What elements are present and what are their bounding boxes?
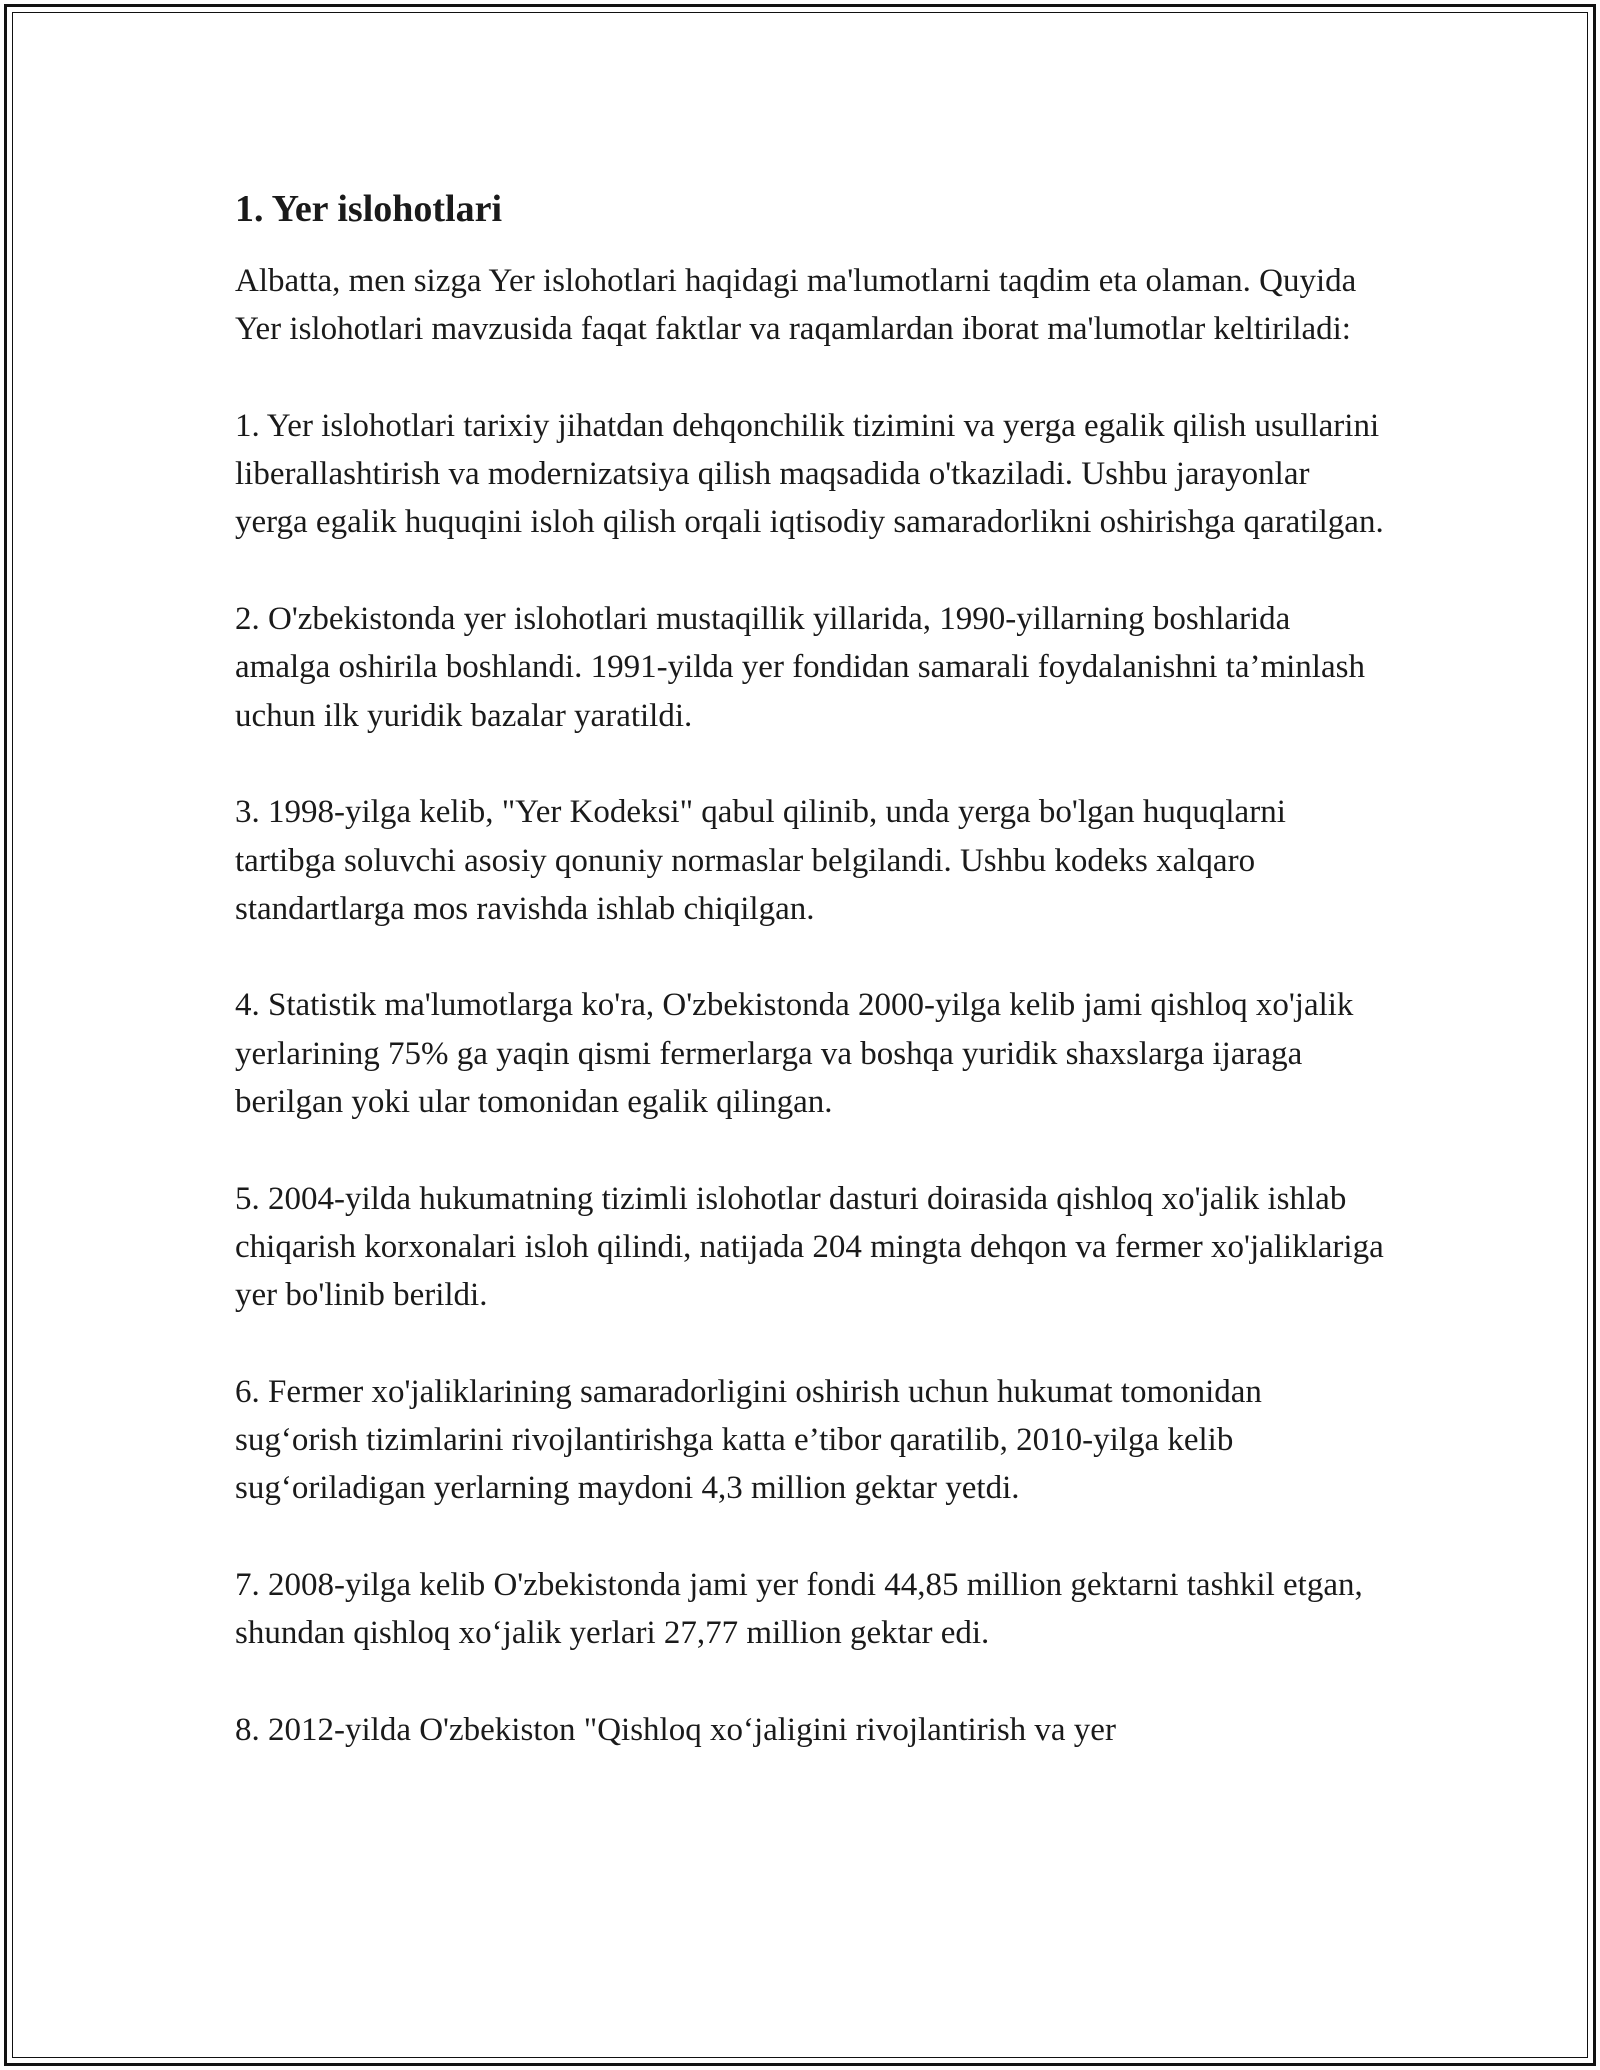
page-title: 1. Yer islohotlari bbox=[235, 188, 503, 230]
list-item-1: 1. Yer islohotlari tarixiy jihatdan dehqonchilik tizimini va yerga egalik qilish usullarini liberallashtirish va modernizatsiya qilish maqsadida o'tkaziladi. Ushbu jarayonlar yerga egalik huquqini isloh qilish orqali iqtisodiy samaradorlikni oshirishga qaratilgan. bbox=[235, 407, 1384, 541]
intro-paragraph: Albatta, men sizga Yer islohotlari haqidagi ma'lumotlarni taqdim eta olaman. Quyida Yer islohotlari mavzusida faqat faktlar va raqamlardan iborat ma'lumotlar keltiriladi: bbox=[235, 263, 1357, 348]
document-body bbox=[235, 185, 1385, 1803]
list-item-7: 7. 2008-yilga kelib O'zbekistonda jami yer fondi 44,85 million gektarni tashkil etgan, shundan qishloq xo‘jalik yerlari 27,77 million gektar edi. bbox=[235, 1567, 1363, 1652]
list-item-5: 5. 2004-yilda hukumatning tizimli islohotlar dasturi doirasida qishloq xo'jalik ishlab chiqarish korxonalari isloh qilindi, natijada 204 mingta dehqon va fermer xo'jaliklariga yer bo'linib berildi. bbox=[235, 1180, 1384, 1314]
list-item-8: 8. 2012-yilda O'zbekiston "Qishloq xo‘jaligini rivojlantirish va yer bbox=[235, 1711, 1116, 1748]
list-item-3: 3. 1998-yilga kelib, "Yer Kodeksi" qabul qilinib, unda yerga bo'lgan huquqlarni tartibga soluvchi asosiy qonuniy normaslar belgilandi. Ushbu kodeks xalqaro standartlarga mos ravishda ishlab chiqilgan. bbox=[235, 794, 1286, 927]
list-item-2: 2. O'zbekistonda yer islohotlari mustaqillik yillarida, 1990-yillarning boshlarida amalga oshirila boshlandi. 1991-yilda yer fondidan samarali foydalanishni ta’minlash uchun ilk yuridik bazalar yaratildi. bbox=[235, 601, 1365, 734]
list-item-6: 6. Fermer xo'jaliklarining samaradorligini oshirish uchun hukumat tomonidan sug‘orish tizimlarini rivojlantirishga katta e’tibor qaratilib, 2010-yilga kelib sug‘oriladigan yerlarning maydoni 4,3 million gektar yetdi. bbox=[235, 1373, 1262, 1507]
list-item-4: 4. Statistik ma'lumotlarga ko'ra, O'zbekistonda 2000-yilga kelib jami qishloq xo'jalik yerlarining 75% ga yaqin qismi fermerlarga va boshqa yuridik shaxslarga ijaraga berilgan yoki ular tomonidan egalik qilingan. bbox=[235, 987, 1354, 1121]
